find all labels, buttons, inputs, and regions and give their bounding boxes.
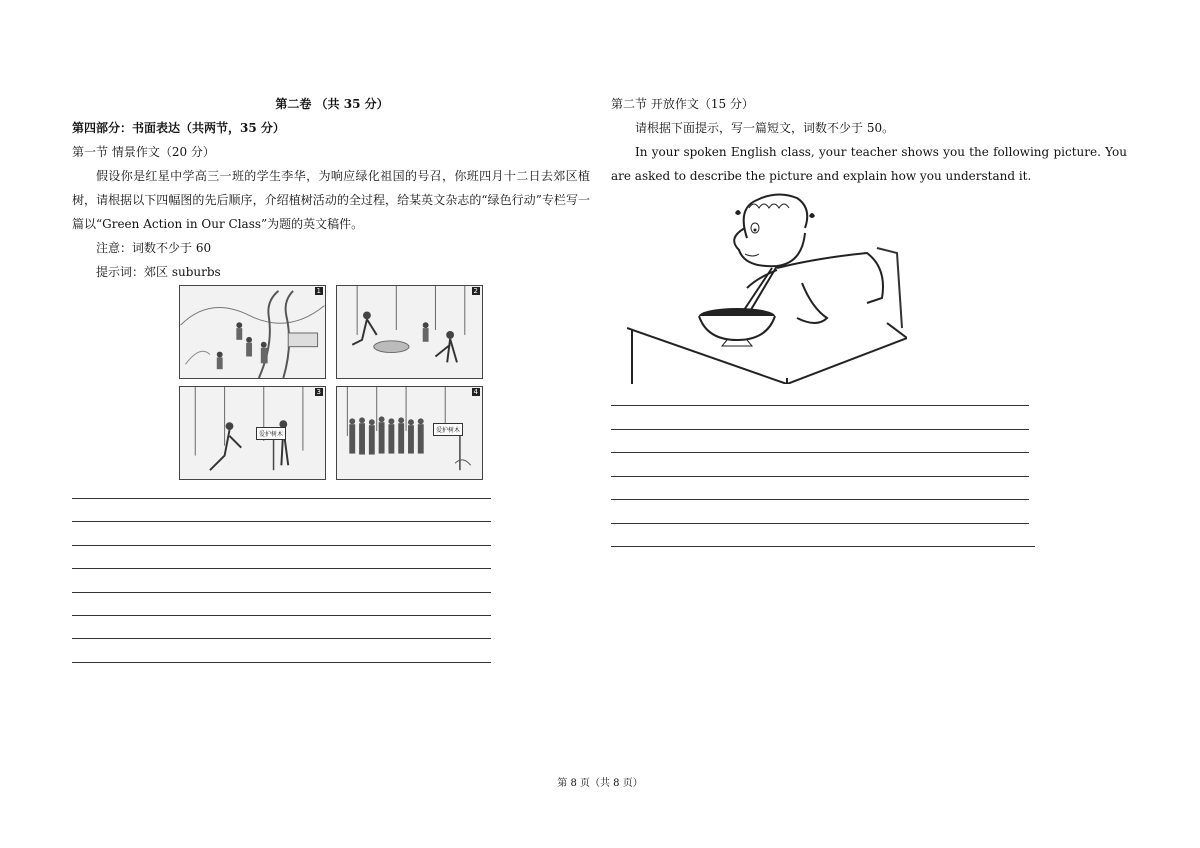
volume-title: 第二卷 （共 35 分） [275,97,389,111]
eating-boy-picture [627,188,907,384]
answer-line[interactable] [611,546,1035,547]
answer-line[interactable] [72,615,491,616]
part-title: 第四部分：书面表达（共两节，35 分） [72,121,285,135]
answer-line[interactable] [72,545,491,546]
section1-prompt: 假设你是红星中学高三一班的学生李华，为响应绿化祖国的号召，你班四月十二日去郊区植树，请根据以下四幅图的先后顺序，介绍植树活动的全过程，给某英文杂志的“绿色行动”专栏写一篇以“Green Action in Our Class”为题的英文稿件。 [72,169,590,231]
panel-3-number: 3 [316,388,321,396]
eating-boy-illustration [627,188,907,384]
answer-line[interactable] [72,638,491,639]
answer-line[interactable] [611,429,1029,430]
right-column [611,92,1131,188]
panel-1-illustration [180,286,325,378]
picture-panel-4 [336,386,483,480]
answer-line[interactable] [72,568,491,569]
answer-line[interactable] [72,592,491,593]
answer-line[interactable] [611,476,1029,477]
word-count-note: 注意：词数不少于 60 [96,241,212,255]
answer-line[interactable] [611,499,1029,500]
page-footer: 第 8 页（共 8 页） [557,778,643,789]
answer-line[interactable] [72,662,491,663]
answer-line[interactable] [611,523,1029,524]
picture-panel-3 [179,386,326,480]
hint-words: 提示词：郊区 suburbs [96,265,221,279]
panel-3-sign: 爱护树木 [256,427,286,440]
panel-3-illustration [180,387,325,479]
instruction-cn: 请根据下面提示，写一篇短文，词数不少于 50。 [635,121,895,135]
instruction-en: In your spoken English class, your teacher shows you the following picture. You are asked to describe the picture and explain how you understand it. [611,145,1127,183]
panel-2-number: 2 [473,287,478,295]
panel-1-number: 1 [316,287,321,295]
panel-2-illustration [337,286,482,378]
section1-title: 第一节 情景作文（20 分） [72,145,215,159]
section2-title: 第二节 开放作文（15 分） [611,97,754,111]
left-column [72,92,594,284]
answer-line[interactable] [72,498,491,499]
answer-lines-section1 [72,498,491,685]
picture-panel-1 [179,285,326,379]
answer-lines-section2 [611,405,1029,570]
panel-4-sign: 爱护树木 [433,423,463,436]
answer-line[interactable] [611,452,1029,453]
panel-4-number: 4 [473,388,478,396]
picture-grid [179,285,478,481]
answer-line[interactable] [611,405,1029,406]
picture-panel-2 [336,285,483,379]
answer-line[interactable] [72,521,491,522]
